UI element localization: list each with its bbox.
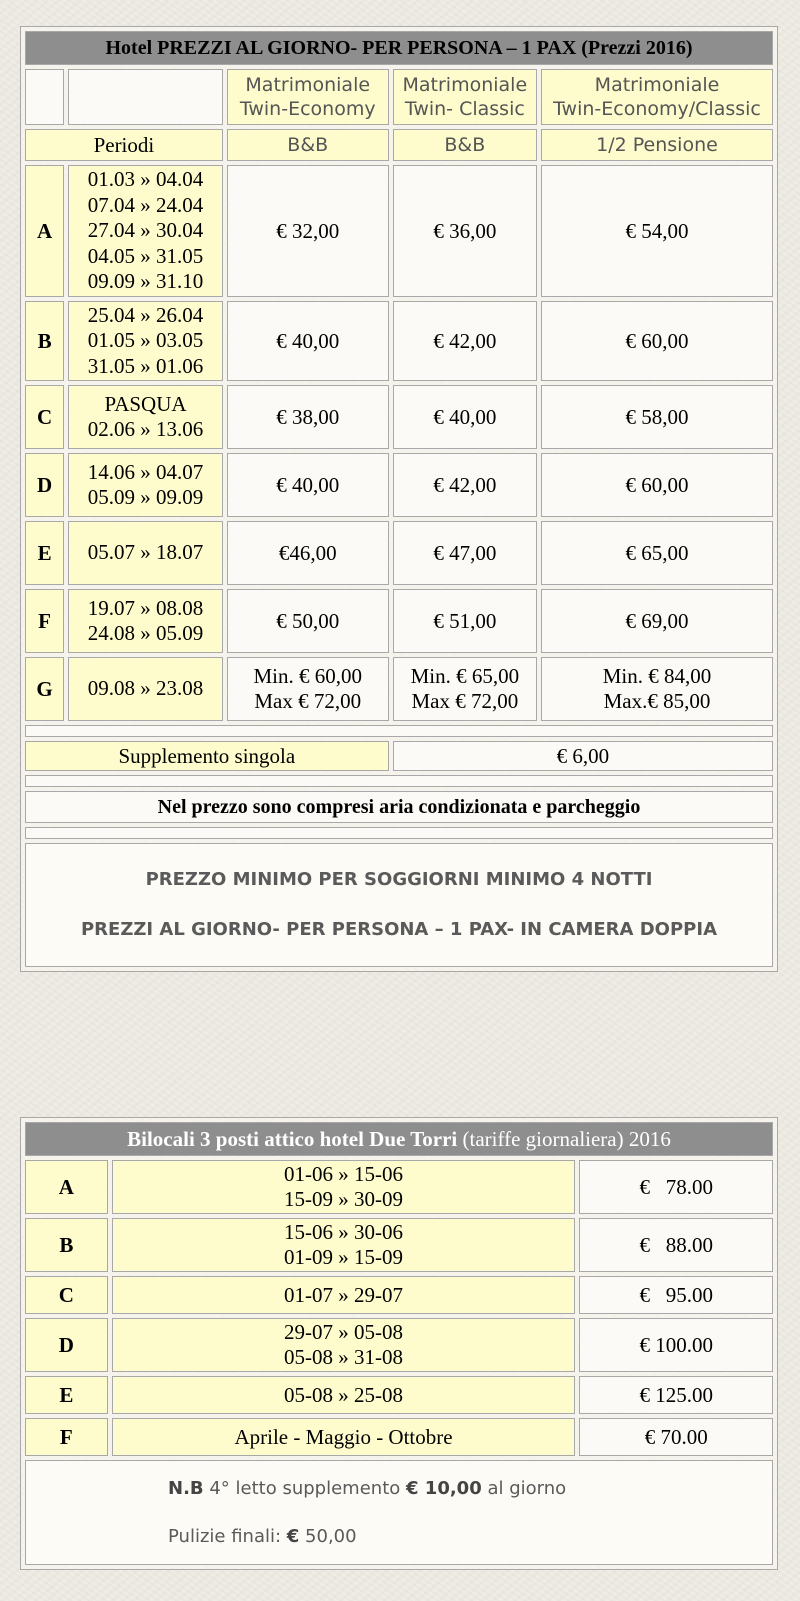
price-cell xyxy=(541,453,773,517)
cleaning-label: Pulizie finali: xyxy=(168,1525,282,1547)
price-cell xyxy=(227,165,389,297)
price-cell: € 125.00 xyxy=(579,1376,773,1414)
season-letter: F xyxy=(25,589,64,653)
price-line: Max € 72,00 xyxy=(254,689,362,713)
price-line: Min. € 60,00 xyxy=(253,664,362,688)
price-cell xyxy=(227,521,389,585)
price-cell xyxy=(227,589,389,653)
nb-amount: € 10,00 xyxy=(406,1477,482,1499)
hotel-table-title: Hotel PREZZI AL GIORNO- PER PERSONA – 1 PAX (Prezzi 2016) xyxy=(25,31,773,65)
period-line: 31.05 » 01.06 xyxy=(87,353,204,378)
price-cell xyxy=(227,453,389,517)
plan-header: B&B xyxy=(393,129,537,161)
season-letter: E xyxy=(25,1376,108,1414)
season-periods xyxy=(68,589,223,653)
nb-label: N.B xyxy=(168,1477,204,1499)
period-line: 14.06 » 04.07 xyxy=(87,459,204,484)
bilocali-title-bold: Bilocali 3 posti attico hotel Due Torri xyxy=(127,1126,458,1151)
price-line: € 40,00 xyxy=(433,404,497,429)
nb-text: 4° letto supplemento xyxy=(209,1477,401,1499)
season-periods xyxy=(112,1376,576,1414)
period-line: 29-07 » 05-08 xyxy=(284,1320,404,1344)
price-line: € 69,00 xyxy=(625,608,689,633)
price-line: € 58,00 xyxy=(625,404,689,429)
price-line: € 47,00 xyxy=(433,540,497,565)
price-cell xyxy=(393,165,537,297)
bilocali-row xyxy=(25,1276,773,1314)
price-line: Max € 72,00 xyxy=(411,689,519,713)
price-cell xyxy=(393,589,537,653)
season-letter: A xyxy=(25,1160,108,1214)
price-row xyxy=(25,385,773,449)
season-periods xyxy=(112,1218,576,1272)
season-periods xyxy=(112,1276,576,1314)
bilocali-row xyxy=(25,1160,773,1214)
price-line: Max.€ 85,00 xyxy=(603,689,711,713)
period-line: 09.08 » 23.08 xyxy=(87,676,204,701)
room-type-line: Matrimoniale xyxy=(245,74,371,96)
price-cell xyxy=(393,453,537,517)
price-line: € 32,00 xyxy=(276,218,340,243)
price-cell: € 100.00 xyxy=(579,1318,773,1372)
period-line: 01-07 » 29-07 xyxy=(284,1282,404,1307)
bilocali-notes xyxy=(25,1460,773,1565)
period-line: 19.07 » 08.08 xyxy=(87,595,204,620)
period-line: 05-08 » 25-08 xyxy=(284,1382,404,1407)
cleaning-symbol: € xyxy=(286,1525,300,1547)
period-line: 05-08 » 31-08 xyxy=(284,1345,404,1369)
room-type-line: Twin- Classic xyxy=(404,98,525,120)
season-letter: E xyxy=(25,521,64,585)
season-letter: G xyxy=(25,657,64,721)
included-note: Nel prezzo sono compresi aria condizionata e parcheggio xyxy=(25,791,773,823)
price-line: € 60,00 xyxy=(625,328,689,353)
price-cell xyxy=(541,521,773,585)
plan-header: B&B xyxy=(227,129,389,161)
season-periods xyxy=(68,165,223,297)
price-cell xyxy=(227,301,389,381)
season-letter: B xyxy=(25,301,64,381)
period-line: Aprile - Maggio - Ottobre xyxy=(234,1424,453,1449)
nb-suffix: al giorno xyxy=(487,1477,567,1499)
period-line: 25.04 » 26.04 xyxy=(87,302,204,327)
period-line: 15-06 » 30-06 xyxy=(284,1220,404,1244)
periods-label: Periodi xyxy=(25,129,223,161)
room-type-header xyxy=(393,69,537,125)
bilocali-row xyxy=(25,1376,773,1414)
price-line: € 60,00 xyxy=(625,472,689,497)
price-row xyxy=(25,521,773,585)
price-row xyxy=(25,301,773,381)
season-letter: B xyxy=(25,1218,108,1272)
period-line: 27.04 » 30.04 xyxy=(87,218,204,243)
season-periods xyxy=(112,1418,576,1456)
period-line: 09.09 » 31.10 xyxy=(87,269,204,294)
price-cell xyxy=(541,657,773,721)
price-line: € 42,00 xyxy=(433,472,497,497)
price-row xyxy=(25,589,773,653)
hotel-price-table xyxy=(20,26,778,972)
season-periods xyxy=(112,1318,576,1372)
room-type-line: Matrimoniale xyxy=(594,74,720,96)
season-periods xyxy=(68,301,223,381)
bilocali-title-normal: (tariffe giornaliera) 2016 xyxy=(462,1126,671,1151)
price-cell xyxy=(227,385,389,449)
price-line: Min. € 65,00 xyxy=(410,664,520,688)
price-cell: € 88.00 xyxy=(579,1218,773,1272)
season-letter: C xyxy=(25,385,64,449)
season-letter: A xyxy=(25,165,64,297)
season-periods xyxy=(68,657,223,721)
room-type-line: Twin-Economy xyxy=(239,98,376,120)
price-cell xyxy=(393,657,537,721)
price-line: Min. € 84,00 xyxy=(602,664,712,688)
period-line: 05.09 » 09.09 xyxy=(87,485,204,509)
period-line: 05.07 » 18.07 xyxy=(87,540,204,565)
season-letter: F xyxy=(25,1418,108,1456)
price-line: € 42,00 xyxy=(433,328,497,353)
cleaning-note xyxy=(168,1525,772,1549)
price-line: € 54,00 xyxy=(625,218,689,243)
period-line: 01-09 » 15-09 xyxy=(284,1245,404,1269)
empty-cell xyxy=(68,69,223,125)
period-line: 01-06 » 15-06 xyxy=(284,1162,404,1186)
period-line: 02.06 » 13.06 xyxy=(87,417,204,441)
min-stay-note: PREZZO MINIMO PER SOGGIORNI MINIMO 4 NOTTI xyxy=(145,869,653,890)
room-type-header xyxy=(541,69,773,125)
period-line: 01.05 » 03.05 xyxy=(87,328,204,353)
bilocali-row xyxy=(25,1318,773,1372)
bilocali-row xyxy=(25,1218,773,1272)
price-line: € 51,00 xyxy=(433,608,497,633)
price-cell: € 95.00 xyxy=(579,1276,773,1314)
price-line: €46,00 xyxy=(278,540,337,565)
bilocali-row xyxy=(25,1418,773,1456)
period-line: PASQUA xyxy=(104,391,187,416)
period-line: 04.05 » 31.05 xyxy=(87,243,204,268)
price-row xyxy=(25,453,773,517)
season-letter: C xyxy=(25,1276,108,1314)
season-letter: D xyxy=(25,1318,108,1372)
extra-bed-note xyxy=(168,1477,772,1501)
season-periods xyxy=(68,521,223,585)
price-cell xyxy=(541,589,773,653)
spacer-row xyxy=(25,725,773,737)
price-basis-note: PREZZI AL GIORNO- PER PERSONA – 1 PAX- IN CAMERA DOPPIA xyxy=(80,919,717,940)
room-type-line: Twin-Economy/Classic xyxy=(553,98,761,120)
period-line: 15-09 » 30-09 xyxy=(284,1187,404,1211)
bilocali-table-title xyxy=(25,1122,773,1156)
period-line: 24.08 » 05.09 xyxy=(87,621,204,645)
price-line: € 38,00 xyxy=(276,404,340,429)
price-cell xyxy=(541,301,773,381)
price-row xyxy=(25,165,773,297)
period-line: 01.03 » 04.04 xyxy=(87,167,204,192)
price-line: € 40,00 xyxy=(276,328,340,353)
price-cell xyxy=(541,385,773,449)
spacer-row xyxy=(25,775,773,787)
single-supplement-label: Supplemento singola xyxy=(25,741,389,771)
season-periods xyxy=(112,1160,576,1214)
price-cell xyxy=(393,385,537,449)
price-line: € 36,00 xyxy=(433,218,497,243)
price-row xyxy=(25,657,773,721)
room-type-header xyxy=(227,69,389,125)
price-cell: € 78.00 xyxy=(579,1160,773,1214)
plan-header: 1/2 Pensione xyxy=(541,129,773,161)
spacer-row xyxy=(25,827,773,839)
period-line: 07.04 » 24.04 xyxy=(87,192,204,217)
season-periods xyxy=(68,385,223,449)
season-periods xyxy=(68,453,223,517)
cleaning-amount: 50,00 xyxy=(305,1525,357,1547)
price-line: € 65,00 xyxy=(625,540,689,565)
price-line: € 50,00 xyxy=(276,608,340,633)
price-cell xyxy=(393,301,537,381)
price-cell xyxy=(227,657,389,721)
season-letter: D xyxy=(25,453,64,517)
price-cell: € 70.00 xyxy=(579,1418,773,1456)
single-supplement-value: € 6,00 xyxy=(393,741,773,771)
empty-cell xyxy=(25,69,64,125)
price-cell xyxy=(393,521,537,585)
price-line: € 40,00 xyxy=(276,472,340,497)
hotel-footer-notes xyxy=(25,843,773,967)
bilocali-price-table xyxy=(20,1117,778,1570)
room-type-line: Matrimoniale xyxy=(402,74,528,96)
price-cell xyxy=(541,165,773,297)
